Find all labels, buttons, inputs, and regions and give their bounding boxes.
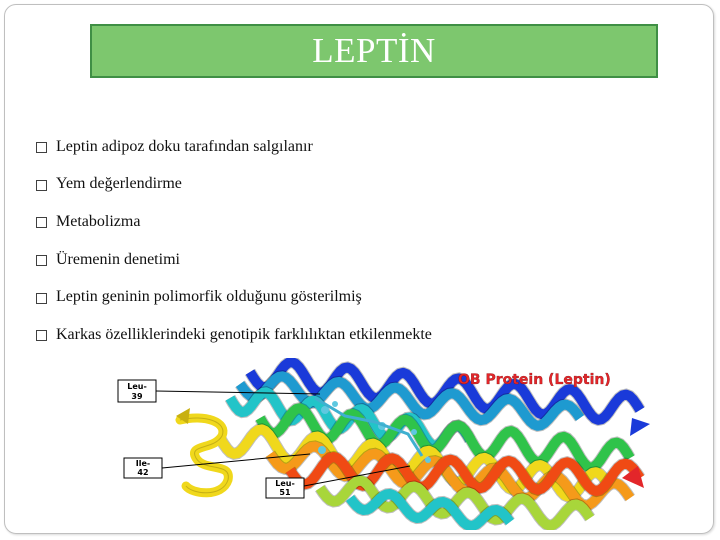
- bullet-text: Leptin geninin polimorfik olduğunu gösterilmiş: [56, 288, 362, 306]
- yellow-beta-strand: [176, 408, 228, 493]
- bullet-item: [36, 166, 432, 204]
- bullet-text: Karkas özelliklerindeki genotipik farklılıktan etkilenmekte: [56, 325, 432, 343]
- svg-text:42: 42: [137, 468, 149, 477]
- bullet-item: [36, 241, 432, 279]
- svg-text:Leu-: Leu-: [127, 382, 147, 391]
- figure-caption: OB Protein (Leptin): [458, 372, 611, 388]
- slide-title: LEPTİN: [312, 31, 436, 70]
- helix-arrowhead: [630, 418, 650, 436]
- checkbox-bullet-icon: [36, 180, 47, 191]
- bullet-text: Üremenin denetimi: [56, 250, 180, 268]
- svg-text:Leu-: Leu-: [275, 479, 295, 488]
- bullet-list: [36, 128, 432, 354]
- checkbox-bullet-icon: [36, 330, 47, 341]
- bullet-text: Metabolizma: [56, 212, 141, 230]
- leptin-protein-structure-image: [110, 358, 670, 530]
- checkbox-bullet-icon: [36, 142, 47, 153]
- bullet-item: [36, 278, 432, 316]
- bullet-item: [36, 316, 432, 354]
- bullet-item: [36, 128, 432, 166]
- svg-text:39: 39: [131, 392, 143, 401]
- bullet-item: [36, 203, 432, 241]
- checkbox-bullet-icon: [36, 255, 47, 266]
- bullet-text: Leptin adipoz doku tarafından salgılanır: [56, 137, 313, 155]
- svg-text:Ile-: Ile-: [135, 459, 151, 468]
- title-box: [90, 24, 658, 78]
- svg-text:51: 51: [279, 488, 291, 497]
- bullet-text: Yem değerlendirme: [56, 175, 182, 193]
- checkbox-bullet-icon: [36, 217, 47, 228]
- checkbox-bullet-icon: [36, 293, 47, 304]
